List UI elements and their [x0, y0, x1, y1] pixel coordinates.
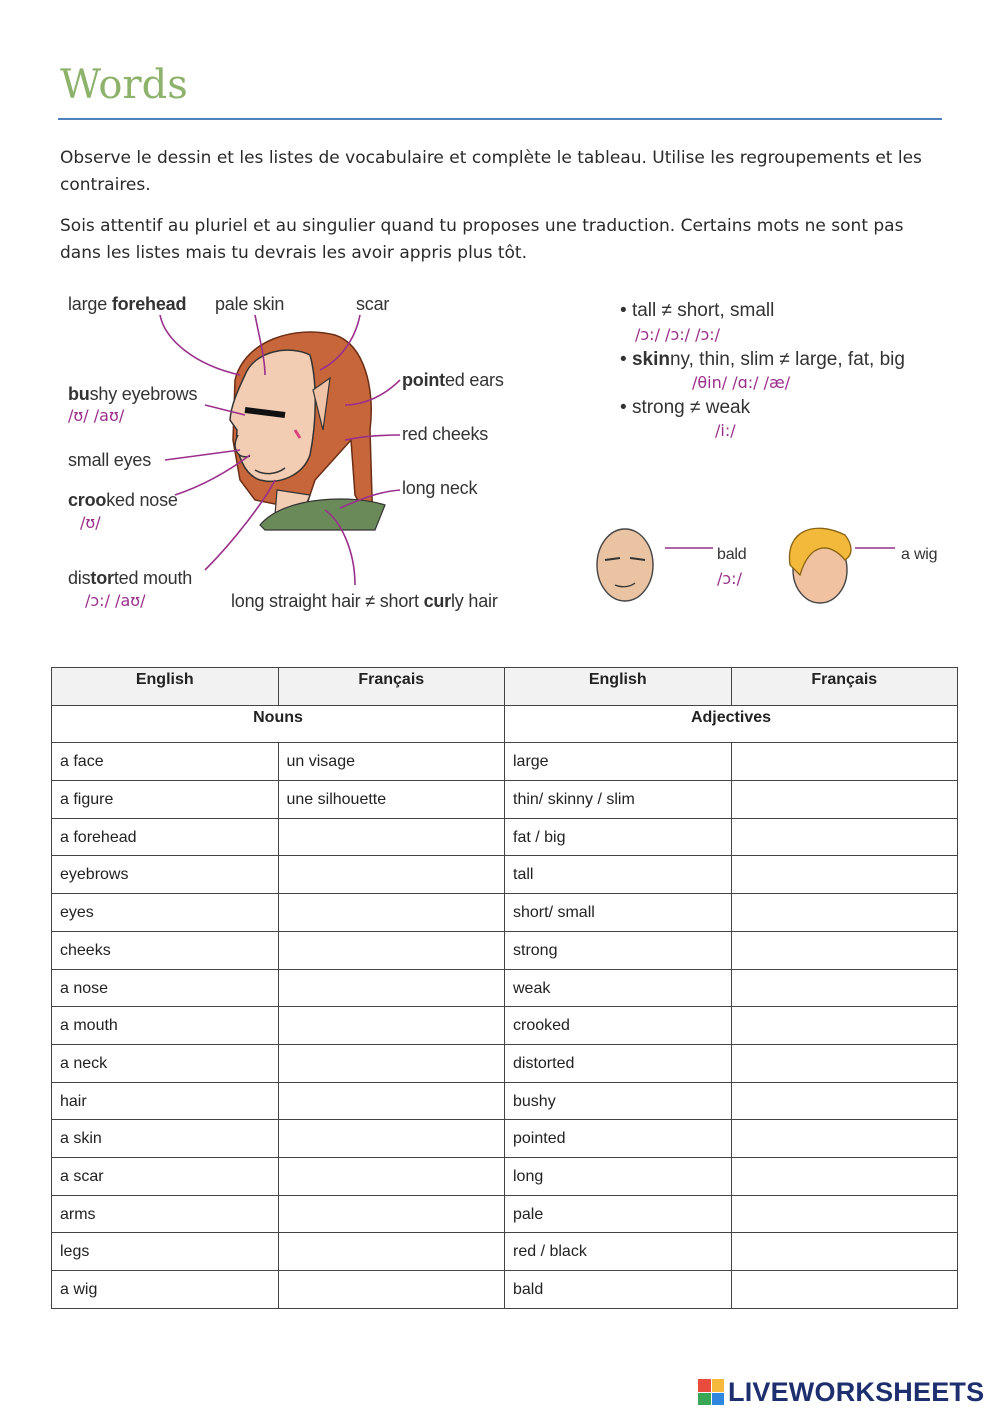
ipa-bushy-eyebrows: /ʊ/ /aʊ/ — [68, 406, 125, 425]
adjective-french-answer-cell[interactable] — [731, 856, 958, 894]
adjective-french-answer-cell[interactable] — [731, 781, 958, 819]
adjective-french-answer-cell[interactable] — [731, 1082, 958, 1120]
adjective-french-answer-cell[interactable] — [731, 1271, 958, 1309]
label-pale-skin: pale skin — [215, 294, 285, 314]
adjective-french-answer-cell[interactable] — [731, 1007, 958, 1045]
noun-french-cell[interactable] — [278, 1271, 505, 1309]
table-row — [52, 931, 958, 969]
noun-english-cell: a mouth — [52, 1007, 279, 1045]
header-francais-nouns: Français — [278, 668, 505, 706]
label-bushy-eyebrows: bushy eyebrows — [68, 384, 198, 404]
adjective-french-answer-cell[interactable] — [731, 1120, 958, 1158]
table-row — [52, 1007, 958, 1045]
adjective-french-answer-cell[interactable] — [731, 1157, 958, 1195]
section-adjectives: Adjectives — [505, 705, 958, 743]
header-english-adjectives: English — [505, 668, 732, 706]
noun-english-cell: eyes — [52, 894, 279, 932]
label-wig: a wig — [901, 546, 938, 563]
table-section-row — [52, 705, 958, 743]
title-underline — [58, 118, 942, 120]
table-row — [52, 743, 958, 781]
adjective-english-cell: fat / big — [505, 818, 732, 856]
noun-french-cell[interactable] — [278, 1120, 505, 1158]
character-head-icon — [230, 332, 385, 530]
noun-english-cell: a forehead — [52, 818, 279, 856]
adjective-french-answer-cell[interactable] — [731, 1195, 958, 1233]
noun-english-cell: a neck — [52, 1044, 279, 1082]
noun-french-cell[interactable] — [278, 894, 505, 932]
liveworksheets-logo — [698, 1376, 984, 1408]
label-long-neck: long neck — [402, 478, 478, 498]
instruction-1: Observe le dessin et les listes de vocabulaire et complète le tableau. Utilise les regroupements et les contraires. — [60, 148, 922, 195]
adjective-english-cell: red / black — [505, 1233, 732, 1271]
header-francais-adjectives: Français — [731, 668, 958, 706]
noun-english-cell: a skin — [52, 1120, 279, 1158]
page-title: Words — [60, 62, 188, 108]
noun-french-cell[interactable] — [278, 1044, 505, 1082]
noun-english-cell: a figure — [52, 781, 279, 819]
table-row — [52, 1082, 958, 1120]
table-row — [52, 818, 958, 856]
adjective-english-cell: bald — [505, 1271, 732, 1309]
noun-english-cell: eyebrows — [52, 856, 279, 894]
table-row — [52, 1120, 958, 1158]
ipa-distorted-mouth: /ɔ:/ /aʊ/ — [85, 591, 146, 610]
table-row — [52, 856, 958, 894]
label-red-cheeks: red cheeks — [402, 424, 489, 444]
noun-english-cell: legs — [52, 1233, 279, 1271]
adjective-french-answer-cell[interactable] — [731, 743, 958, 781]
opposites-line-1: • tall ≠ short, small — [620, 300, 775, 321]
adjective-english-cell: pale — [505, 1195, 732, 1233]
noun-french-cell[interactable] — [278, 1007, 505, 1045]
adjective-french-answer-cell[interactable] — [731, 818, 958, 856]
table-row — [52, 1233, 958, 1271]
ipa-bald: /ɔ:/ — [717, 569, 742, 588]
noun-french-cell[interactable] — [278, 818, 505, 856]
table-row — [52, 1157, 958, 1195]
adjective-english-cell: short/ small — [505, 894, 732, 932]
section-nouns: Nouns — [52, 705, 505, 743]
adjective-french-answer-cell[interactable] — [731, 1044, 958, 1082]
table-row — [52, 1271, 958, 1309]
noun-english-cell: a face — [52, 743, 279, 781]
label-scar: scar — [356, 294, 390, 314]
noun-english-cell: arms — [52, 1195, 279, 1233]
adjective-french-answer-cell[interactable] — [731, 931, 958, 969]
adjective-english-cell: strong — [505, 931, 732, 969]
adjective-english-cell: crooked — [505, 1007, 732, 1045]
adjective-french-answer-cell[interactable] — [731, 1233, 958, 1271]
adjective-french-answer-cell[interactable] — [731, 894, 958, 932]
table-header-row — [52, 668, 958, 706]
adjective-english-cell: tall — [505, 856, 732, 894]
noun-french-cell[interactable] — [278, 1082, 505, 1120]
noun-french-cell[interactable] — [278, 856, 505, 894]
noun-english-cell: a nose — [52, 969, 279, 1007]
label-bald: bald — [717, 546, 747, 563]
adjective-english-cell: large — [505, 743, 732, 781]
table-row — [52, 1195, 958, 1233]
table-row — [52, 894, 958, 932]
label-crooked-nose: crooked nose — [68, 490, 178, 510]
liveworksheets-brand: LIVEWORKSHEETS — [728, 1376, 985, 1407]
noun-french-cell[interactable] — [278, 1233, 505, 1271]
table-row — [52, 1044, 958, 1082]
adjective-english-cell: weak — [505, 969, 732, 1007]
instruction-2: Sois attentif au pluriel et au singulier quand tu proposes une traduction. Certains mots ne sont pas dans les listes mais tu devrais les avoir appris plus tôt. — [60, 216, 904, 263]
noun-english-cell: cheeks — [52, 931, 279, 969]
adjective-english-cell: bushy — [505, 1082, 732, 1120]
label-hair: long straight hair ≠ short curly hair — [231, 591, 498, 611]
label-small-eyes: small eyes — [68, 450, 152, 470]
opposites-line-3-ipa: /i:/ — [715, 421, 736, 440]
noun-english-cell: a wig — [52, 1271, 279, 1309]
adjective-english-cell: pointed — [505, 1120, 732, 1158]
adjective-english-cell: long — [505, 1157, 732, 1195]
wig-head-icon — [789, 528, 851, 603]
noun-french-cell[interactable] — [278, 969, 505, 1007]
table-row — [52, 781, 958, 819]
noun-french-cell[interactable] — [278, 931, 505, 969]
noun-french-cell[interactable]: un visage — [278, 743, 505, 781]
adjective-french-answer-cell[interactable] — [731, 969, 958, 1007]
adjective-english-cell: distorted — [505, 1044, 732, 1082]
bald-head-icon — [597, 529, 653, 601]
noun-french-cell[interactable] — [278, 1195, 505, 1233]
opposites-line-2: • skinny, thin, slim ≠ large, fat, big — [620, 349, 905, 370]
adjective-english-cell: thin/ skinny / slim — [505, 781, 732, 819]
opposites-line-2-ipa: /θin/ /ɑ:/ /æ/ — [692, 373, 791, 392]
face-illustration — [55, 280, 955, 625]
liveworksheets-logo-icon — [698, 1379, 724, 1405]
noun-french-cell[interactable]: une silhouette — [278, 781, 505, 819]
header-english-nouns: English — [52, 668, 279, 706]
ipa-crooked-nose: /ʊ/ — [80, 513, 101, 532]
opposites-line-1-ipa: /ɔ:/ /ɔ:/ /ɔ:/ — [635, 325, 721, 344]
noun-english-cell: hair — [52, 1082, 279, 1120]
label-pointed-ears: pointed ears — [402, 370, 504, 390]
vocabulary-table — [51, 667, 958, 1309]
noun-french-cell[interactable] — [278, 1157, 505, 1195]
label-distorted-mouth: distorted mouth — [68, 568, 193, 588]
noun-english-cell: a scar — [52, 1157, 279, 1195]
opposites-line-3: • strong ≠ weak — [620, 397, 751, 418]
table-row — [52, 969, 958, 1007]
label-large-forehead: large forehead — [68, 294, 187, 314]
